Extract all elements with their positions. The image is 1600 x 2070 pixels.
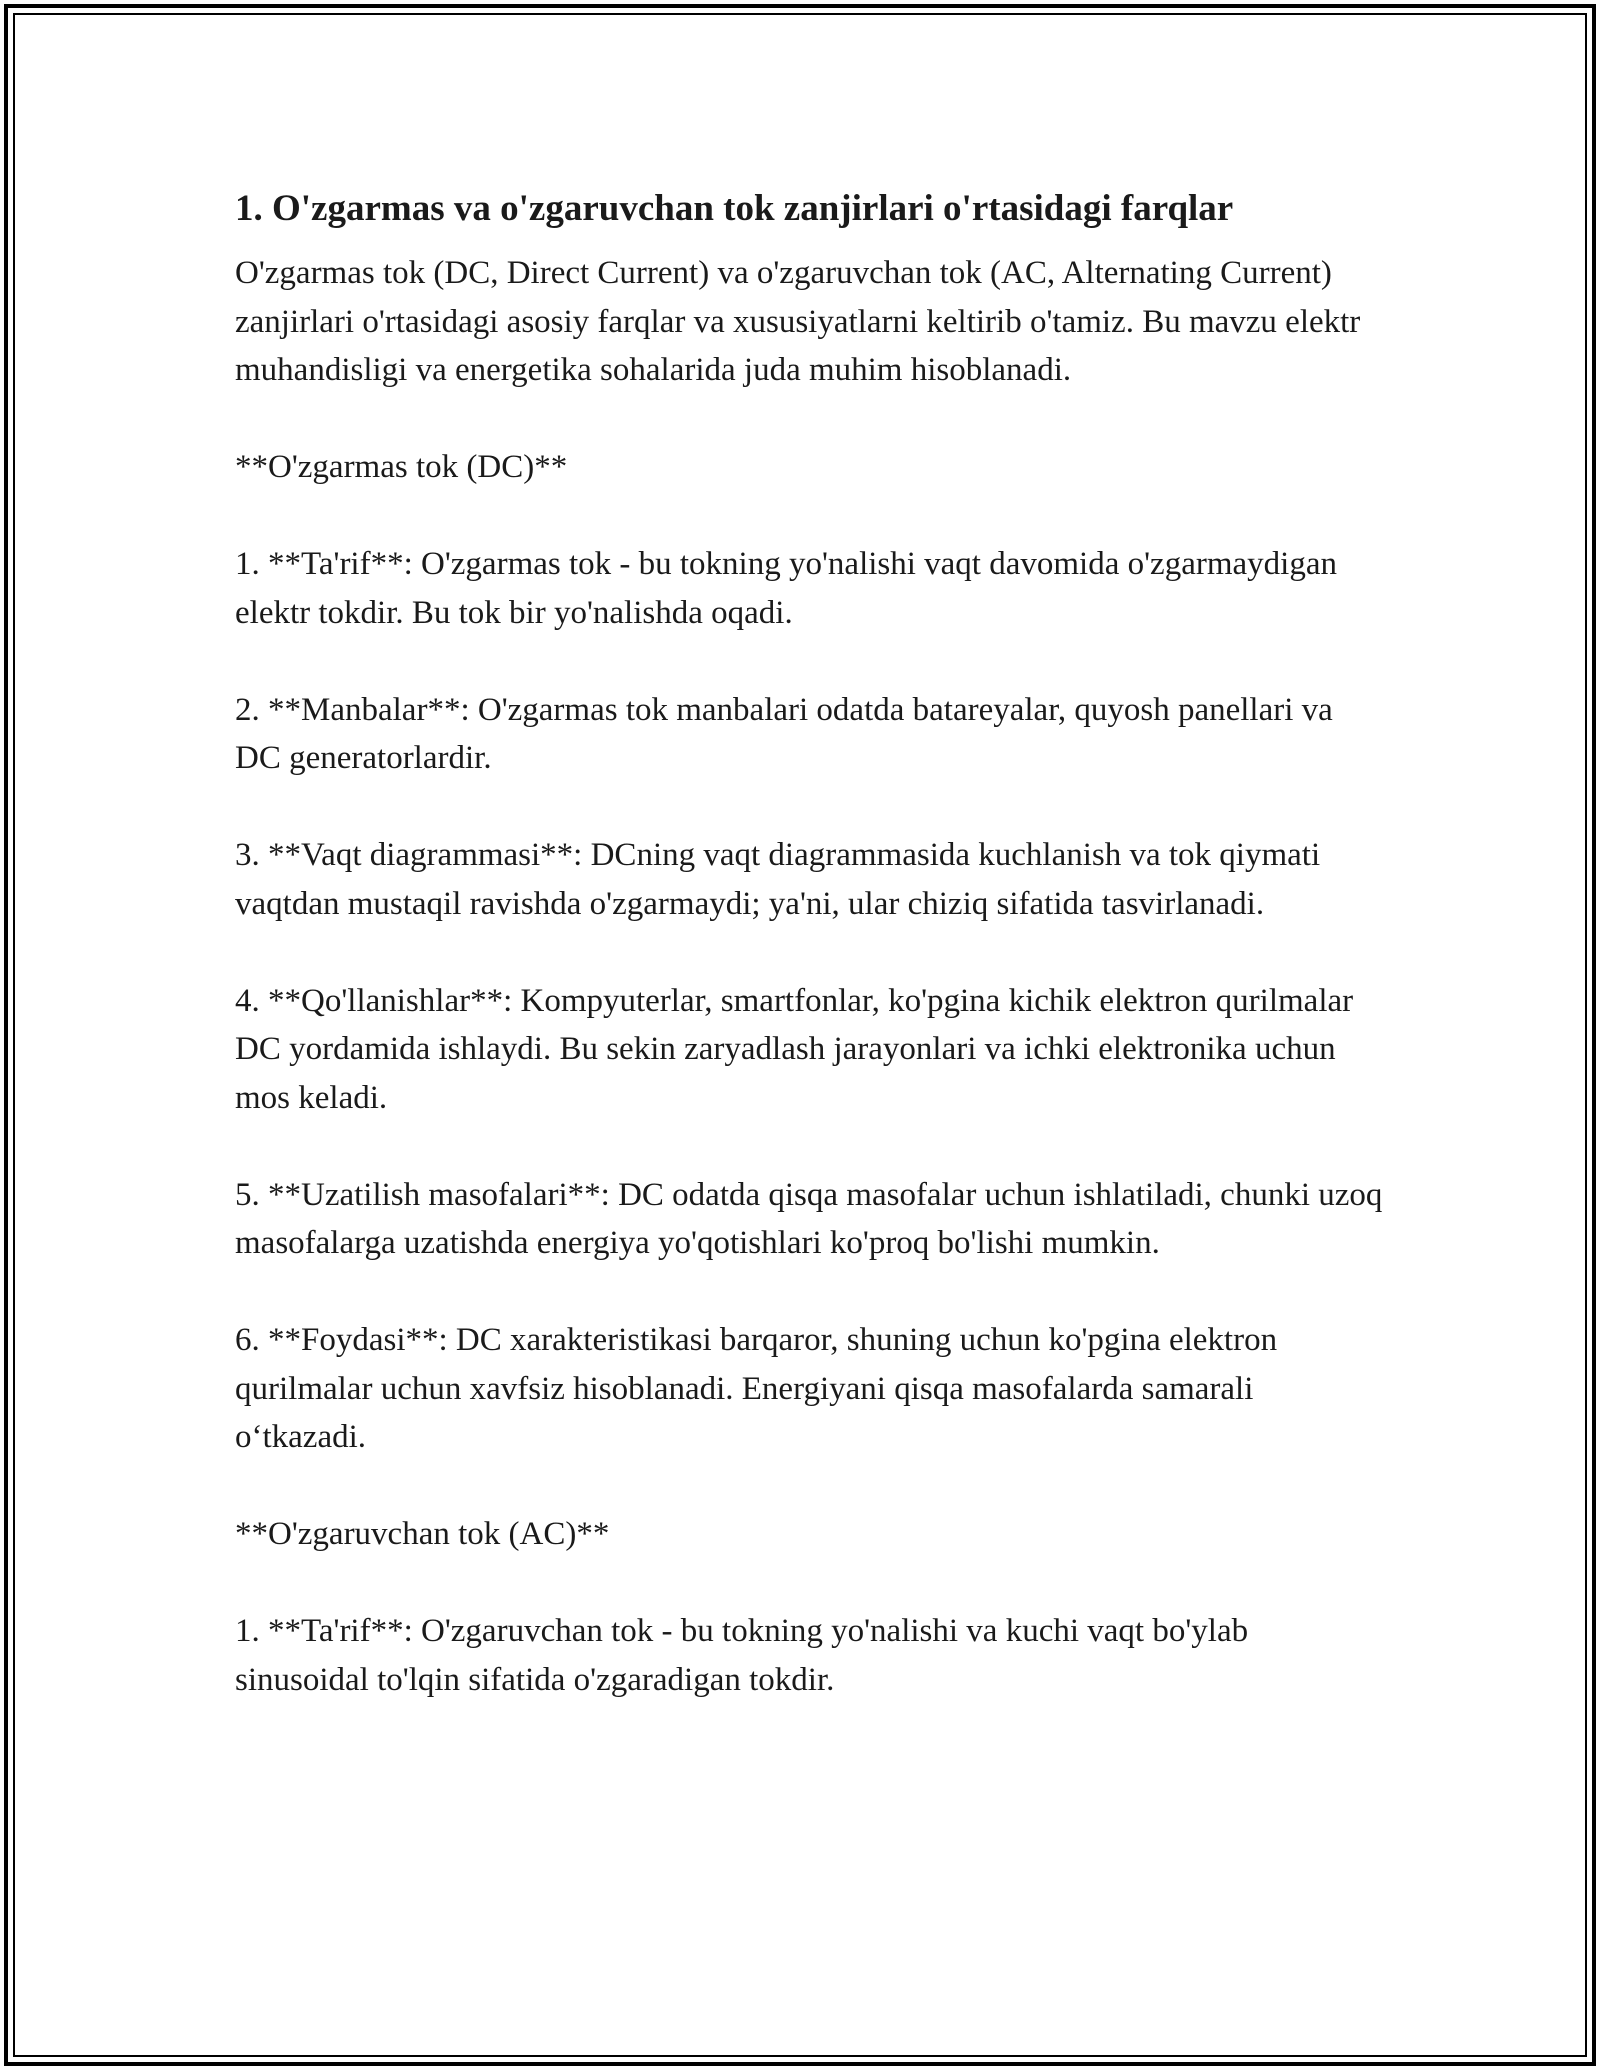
dc-item-time-diagram: 3. **Vaqt diagrammasi**: DCning vaqt diagrammasida kuchlanish va tok qiymati vaqtdan mustaqil ravishda o'zgarmaydi; ya'ni, ular chiziq sifatida tasvirlanadi. (235, 837, 1321, 922)
dc-item-transmission-distances: 5. **Uzatilish masofalari**: DC odatda qisqa masofalar uchun ishlatiladi, chunki uzoq masofalarga uzatishda energiya yo'qotishlari ko'proq bo'lishi mumkin. (235, 1176, 1383, 1262)
dc-item-applications: 4. **Qo'llanishlar**: Kompyuterlar, smartfonlar, ko'pgina kichik elektron qurilmalar DC yordamida ishlaydi. Bu sekin zaryadlash jarayonlari va ichki elektronika uchun mos keladi. (235, 982, 1354, 1116)
dc-item-definition: 1. **Ta'rif**: O'zgarmas tok - bu tokning yo'nalishi vaqt davomida o'zgarmaydigan elektr tokdir. Bu tok bir yo'nalishda oqadi. (235, 546, 1337, 631)
ac-section-heading: **O'zgaruvchan tok (AC)** (235, 1516, 610, 1553)
dc-item-benefits: 6. **Foydasi**: DC xarakteristikasi barqaror, shuning uchun ko'pgina elektron qurilmalar uchun xavfsiz hisoblanadi. Energiyani qisqa masofalarda samarali o‘tkazadi. (235, 1322, 1278, 1456)
dc-item-sources: 2. **Manbalar**: O'zgarmas tok manbalari odatda batareyalar, quyosh panellari va DC generatorlardir. (235, 691, 1333, 777)
document-body (235, 185, 1385, 1753)
ac-item-definition: 1. **Ta'rif**: O'zgaruvchan tok - bu tokning yo'nalishi va kuchi vaqt bo'ylab sinusoidal to'lqin sifatida o'zgaradigan tokdir. (235, 1613, 1249, 1698)
document-title: 1. O'zgarmas va o'zgaruvchan tok zanjirlari o'rtasidagi farqlar (235, 188, 1234, 229)
dc-section-heading: **O'zgarmas tok (DC)** (235, 449, 568, 486)
intro-paragraph: O'zgarmas tok (DC, Direct Current) va o'zgaruvchan tok (AC, Alternating Current) zanjirlari o'rtasidagi asosiy farqlar va xususiyatlarni keltirib o'tamiz. Bu mavzu elektr muhandisligi va energetika sohalarida juda muhim hisoblanadi. (235, 255, 1361, 389)
